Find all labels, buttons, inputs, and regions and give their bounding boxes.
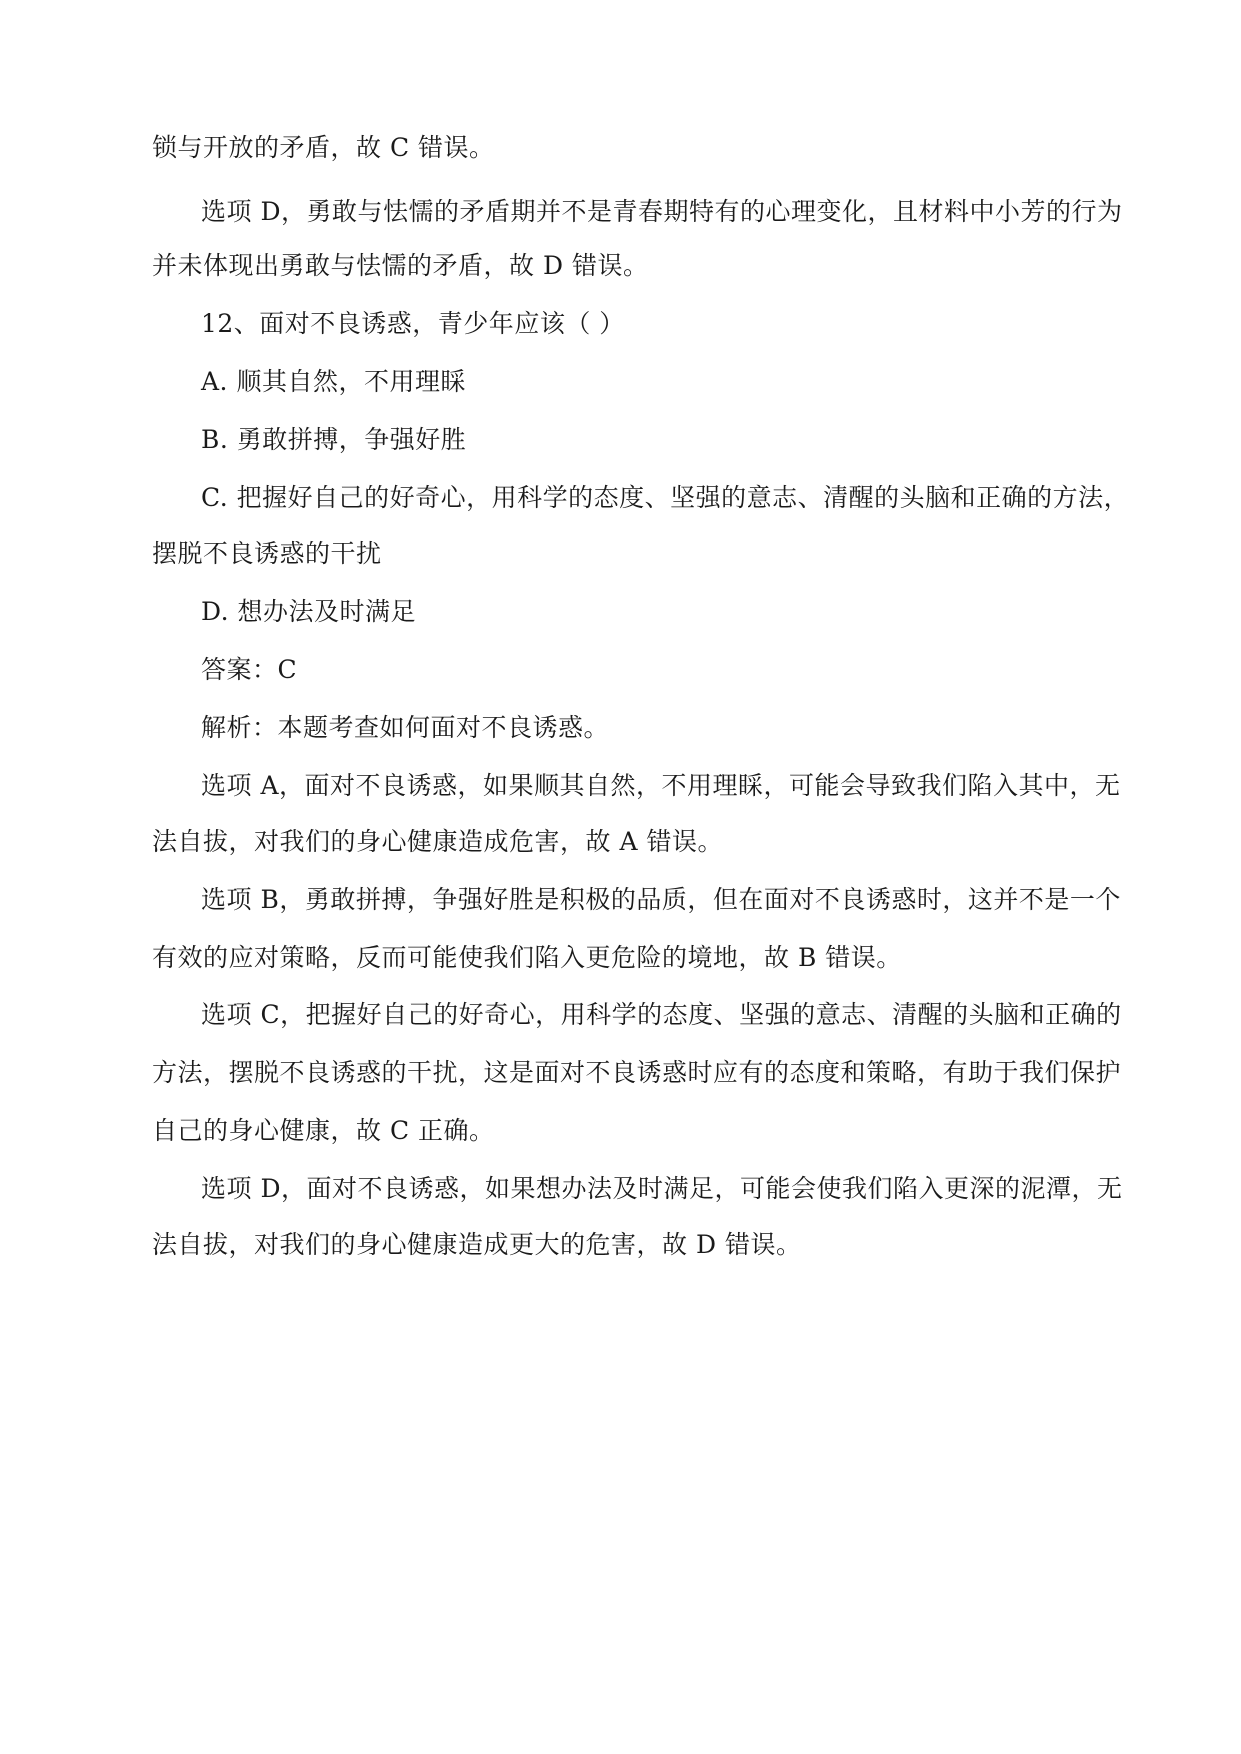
text-line: 自己的身心健康，故 C 正确。: [152, 1116, 495, 1145]
text-line: 选项 B，勇敢拼搏，争强好胜是积极的品质，但在面对不良诱惑时，这并不是一个: [201, 885, 1121, 914]
text-line: 法自拔，对我们的身心健康造成更大的危害，故 D 错误。: [152, 1230, 802, 1259]
text-line: 选项 D，面对不良诱惑，如果想办法及时满足，可能会使我们陷入更深的泥潭，无: [201, 1174, 1123, 1203]
text-line: 选项 D，勇敢与怯懦的矛盾期并不是青春期特有的心理变化，且材料中小芳的行为: [201, 197, 1123, 226]
text-line: 方法，摆脱不良诱惑的干扰，这是面对不良诱惑时应有的态度和策略，有助于我们保护: [152, 1058, 1122, 1087]
text-line: 并未体现出勇敢与怯懦的矛盾，故 D 错误。: [152, 251, 649, 280]
answer-line: 答案：C: [201, 655, 298, 684]
analysis-intro: 解析：本题考查如何面对不良诱惑。: [201, 713, 610, 742]
text-line: 选项 A，面对不良诱惑，如果顺其自然，不用理睬，可能会导致我们陷入其中，无: [201, 771, 1121, 800]
option-c: C. 把握好自己的好奇心，用科学的态度、坚强的意志、清醒的头脑和正确的方法，: [201, 483, 1130, 512]
question-title: 12、面对不良诱惑，青少年应该（ ）: [201, 309, 625, 338]
text-line: 法自拔，对我们的身心健康造成危害，故 A 错误。: [152, 827, 723, 856]
option-b: B. 勇敢拼搏，争强好胜: [201, 425, 467, 454]
text-line: 锁与开放的矛盾，故 C 错误。: [152, 133, 495, 162]
text-line: 选项 C，把握好自己的好奇心，用科学的态度、坚强的意志、清醒的头脑和正确的: [201, 1000, 1122, 1029]
option-d: D. 想办法及时满足: [201, 597, 417, 626]
option-a: A. 顺其自然，不用理睬: [201, 367, 466, 396]
option-c-continuation: 摆脱不良诱惑的干扰: [152, 539, 382, 568]
text-line: 有效的应对策略，反而可能使我们陷入更危险的境地，故 B 错误。: [152, 943, 902, 972]
